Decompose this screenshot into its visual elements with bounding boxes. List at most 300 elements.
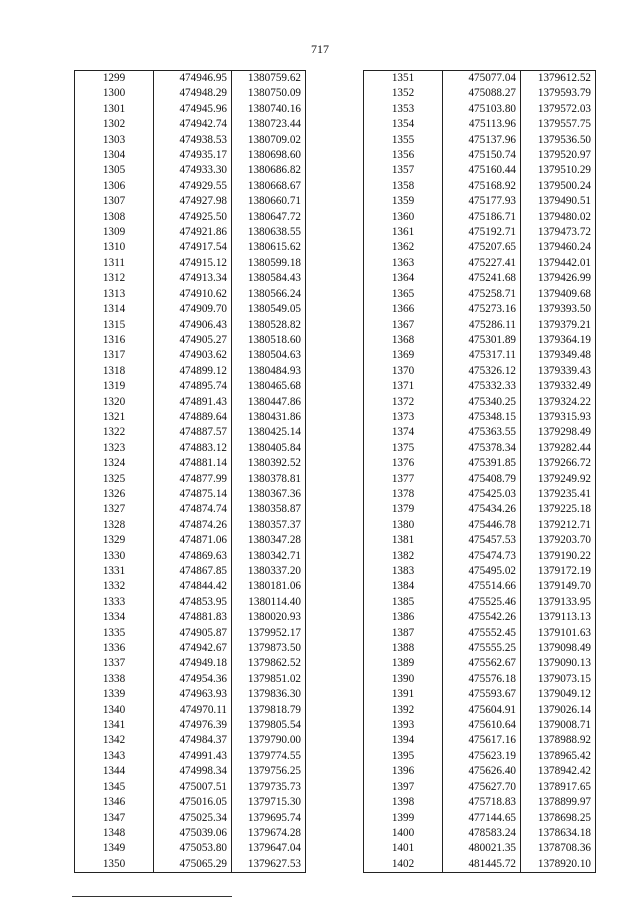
y-coordinate-cell: 1379073.15	[521, 672, 596, 687]
x-coordinate-cell: 474889.64	[154, 410, 232, 425]
point-number-cell: 1303	[75, 133, 154, 148]
table-row	[364, 456, 596, 471]
y-coordinate-cell: 1379249.92	[521, 472, 596, 487]
y-coordinate-cell: 1378988.92	[521, 733, 596, 748]
point-number-cell: 1322	[75, 425, 154, 440]
y-coordinate-cell: 1380367.36	[232, 487, 306, 502]
y-coordinate-cell: 1380431.86	[232, 410, 306, 425]
y-coordinate-cell: 1380357.37	[232, 518, 306, 533]
x-coordinate-cell: 475718.83	[443, 795, 521, 810]
x-coordinate-cell: 475065.29	[154, 857, 232, 873]
x-coordinate-cell: 474970.11	[154, 703, 232, 718]
y-coordinate-cell: 1379612.52	[521, 71, 596, 87]
table-row	[75, 210, 306, 225]
point-number-cell: 1370	[364, 364, 443, 379]
x-coordinate-cell: 475186.71	[443, 210, 521, 225]
y-coordinate-cell: 1379952.17	[232, 626, 306, 641]
point-number-cell: 1336	[75, 641, 154, 656]
y-coordinate-cell: 1379364.19	[521, 333, 596, 348]
point-number-cell: 1375	[364, 441, 443, 456]
y-coordinate-cell: 1379520.97	[521, 148, 596, 163]
point-number-cell: 1368	[364, 333, 443, 348]
x-coordinate-cell: 475425.03	[443, 487, 521, 502]
table-row	[364, 687, 596, 702]
table-row	[75, 318, 306, 333]
x-coordinate-cell: 475332.33	[443, 379, 521, 394]
point-number-cell: 1355	[364, 133, 443, 148]
point-number-cell: 1354	[364, 117, 443, 132]
y-coordinate-cell: 1380447.86	[232, 395, 306, 410]
table-row	[75, 687, 306, 702]
y-coordinate-cell: 1379098.49	[521, 641, 596, 656]
x-coordinate-cell: 474910.62	[154, 287, 232, 302]
point-number-cell: 1402	[364, 857, 443, 873]
x-coordinate-cell: 475160.44	[443, 163, 521, 178]
x-coordinate-cell: 474945.96	[154, 102, 232, 117]
x-coordinate-cell: 475340.25	[443, 395, 521, 410]
x-coordinate-cell: 474942.67	[154, 641, 232, 656]
y-coordinate-cell: 1380698.60	[232, 148, 306, 163]
x-coordinate-cell: 475077.04	[443, 71, 521, 87]
table-row	[75, 564, 306, 579]
point-number-cell: 1397	[364, 780, 443, 795]
x-coordinate-cell: 475016.05	[154, 795, 232, 810]
table-row	[75, 86, 306, 101]
point-number-cell: 1381	[364, 533, 443, 548]
table-row	[364, 410, 596, 425]
x-coordinate-cell: 474938.53	[154, 133, 232, 148]
y-coordinate-cell: 1380584.43	[232, 271, 306, 286]
point-number-cell: 1345	[75, 780, 154, 795]
x-coordinate-cell: 475241.68	[443, 271, 521, 286]
table-row	[364, 641, 596, 656]
x-coordinate-cell: 474933.30	[154, 163, 232, 178]
x-coordinate-cell: 475273.16	[443, 302, 521, 317]
table-row	[364, 610, 596, 625]
y-coordinate-cell: 1379332.49	[521, 379, 596, 394]
x-coordinate-cell: 474917.54	[154, 240, 232, 255]
table-row	[75, 487, 306, 502]
y-coordinate-cell: 1379873.50	[232, 641, 306, 656]
table-row	[364, 271, 596, 286]
x-coordinate-cell: 475317.11	[443, 348, 521, 363]
table-row	[75, 364, 306, 379]
y-coordinate-cell: 1379818.79	[232, 703, 306, 718]
x-coordinate-cell: 475391.85	[443, 456, 521, 471]
table-row	[75, 672, 306, 687]
coordinates-table-left	[74, 70, 306, 873]
table-row	[75, 518, 306, 533]
table-row	[364, 333, 596, 348]
x-coordinate-cell: 475286.11	[443, 318, 521, 333]
point-number-cell: 1343	[75, 749, 154, 764]
x-coordinate-cell: 475363.55	[443, 425, 521, 440]
point-number-cell: 1387	[364, 626, 443, 641]
point-number-cell: 1400	[364, 826, 443, 841]
point-number-cell: 1301	[75, 102, 154, 117]
table-row	[75, 287, 306, 302]
table-row	[75, 179, 306, 194]
x-coordinate-cell: 474913.34	[154, 271, 232, 286]
table-row	[364, 857, 596, 873]
y-coordinate-cell: 1380686.82	[232, 163, 306, 178]
table-row	[75, 472, 306, 487]
point-number-cell: 1325	[75, 472, 154, 487]
y-coordinate-cell: 1380723.44	[232, 117, 306, 132]
y-coordinate-cell: 1379349.48	[521, 348, 596, 363]
y-coordinate-cell: 1378920.10	[521, 857, 596, 873]
x-coordinate-cell: 474903.62	[154, 348, 232, 363]
y-coordinate-cell: 1380504.63	[232, 348, 306, 363]
y-coordinate-cell: 1380114.40	[232, 595, 306, 610]
x-coordinate-cell: 475007.51	[154, 780, 232, 795]
x-coordinate-cell: 474891.43	[154, 395, 232, 410]
point-number-cell: 1361	[364, 225, 443, 240]
x-coordinate-cell: 475348.15	[443, 410, 521, 425]
point-number-cell: 1329	[75, 533, 154, 548]
point-number-cell: 1320	[75, 395, 154, 410]
point-number-cell: 1307	[75, 194, 154, 209]
y-coordinate-cell: 1379149.70	[521, 579, 596, 594]
point-number-cell: 1364	[364, 271, 443, 286]
table-row	[364, 579, 596, 594]
point-number-cell: 1332	[75, 579, 154, 594]
x-coordinate-cell: 475039.06	[154, 826, 232, 841]
y-coordinate-cell: 1380566.24	[232, 287, 306, 302]
table-row	[75, 733, 306, 748]
point-number-cell: 1389	[364, 656, 443, 671]
y-coordinate-cell: 1379647.04	[232, 841, 306, 856]
point-number-cell: 1380	[364, 518, 443, 533]
y-coordinate-cell: 1379593.79	[521, 86, 596, 101]
table-row	[364, 811, 596, 826]
y-coordinate-cell: 1380759.62	[232, 71, 306, 87]
x-coordinate-cell: 474998.34	[154, 764, 232, 779]
point-number-cell: 1312	[75, 271, 154, 286]
table-row	[75, 240, 306, 255]
y-coordinate-cell: 1379572.03	[521, 102, 596, 117]
table-row	[75, 333, 306, 348]
y-coordinate-cell: 1379695.74	[232, 811, 306, 826]
table-row	[75, 117, 306, 132]
point-number-cell: 1384	[364, 579, 443, 594]
point-number-cell: 1314	[75, 302, 154, 317]
table-row	[364, 533, 596, 548]
point-number-cell: 1367	[364, 318, 443, 333]
y-coordinate-cell: 1380347.28	[232, 533, 306, 548]
y-coordinate-cell: 1379774.55	[232, 749, 306, 764]
table-row	[364, 256, 596, 271]
table-row	[75, 641, 306, 656]
table-row	[364, 795, 596, 810]
table-row	[364, 502, 596, 517]
point-number-cell: 1357	[364, 163, 443, 178]
point-number-cell: 1352	[364, 86, 443, 101]
y-coordinate-cell: 1380337.20	[232, 564, 306, 579]
table-row	[75, 749, 306, 764]
y-coordinate-cell: 1380181.06	[232, 579, 306, 594]
table-row	[364, 379, 596, 394]
table-row	[75, 841, 306, 856]
table-row	[75, 71, 306, 87]
y-coordinate-cell: 1379172.19	[521, 564, 596, 579]
point-number-cell: 1342	[75, 733, 154, 748]
y-coordinate-cell: 1379190.22	[521, 549, 596, 564]
table-row	[75, 348, 306, 363]
point-number-cell: 1369	[364, 348, 443, 363]
table-row	[364, 117, 596, 132]
x-coordinate-cell: 475177.93	[443, 194, 521, 209]
y-coordinate-cell: 1380615.62	[232, 240, 306, 255]
x-coordinate-cell: 474906.43	[154, 318, 232, 333]
x-coordinate-cell: 474895.74	[154, 379, 232, 394]
table-row	[364, 672, 596, 687]
point-number-cell: 1327	[75, 502, 154, 517]
y-coordinate-cell: 1379756.25	[232, 764, 306, 779]
point-number-cell: 1311	[75, 256, 154, 271]
table-row	[364, 549, 596, 564]
table-row	[75, 703, 306, 718]
point-number-cell: 1347	[75, 811, 154, 826]
x-coordinate-cell: 474881.14	[154, 456, 232, 471]
point-number-cell: 1341	[75, 718, 154, 733]
x-coordinate-cell: 475542.26	[443, 610, 521, 625]
point-number-cell: 1392	[364, 703, 443, 718]
point-number-cell: 1333	[75, 595, 154, 610]
table-row	[364, 841, 596, 856]
y-coordinate-cell: 1379225.18	[521, 502, 596, 517]
point-number-cell: 1330	[75, 549, 154, 564]
table-row	[364, 302, 596, 317]
x-coordinate-cell: 475446.78	[443, 518, 521, 533]
y-coordinate-cell: 1380342.71	[232, 549, 306, 564]
x-coordinate-cell: 478583.24	[443, 826, 521, 841]
y-coordinate-cell: 1379862.52	[232, 656, 306, 671]
point-number-cell: 1360	[364, 210, 443, 225]
table-row	[364, 487, 596, 502]
y-coordinate-cell: 1380750.09	[232, 86, 306, 101]
x-coordinate-cell: 474935.17	[154, 148, 232, 163]
point-number-cell: 1321	[75, 410, 154, 425]
y-coordinate-cell: 1380660.71	[232, 194, 306, 209]
table-row	[364, 656, 596, 671]
table-row	[364, 733, 596, 748]
y-coordinate-cell: 1380518.60	[232, 333, 306, 348]
point-number-cell: 1310	[75, 240, 154, 255]
y-coordinate-cell: 1379212.71	[521, 518, 596, 533]
table-row	[75, 718, 306, 733]
table-row	[364, 826, 596, 841]
y-coordinate-cell: 1379500.24	[521, 179, 596, 194]
y-coordinate-cell: 1380668.67	[232, 179, 306, 194]
x-coordinate-cell: 475610.64	[443, 718, 521, 733]
x-coordinate-cell: 475025.34	[154, 811, 232, 826]
table-row	[364, 348, 596, 363]
x-coordinate-cell: 475326.12	[443, 364, 521, 379]
table-row	[75, 425, 306, 440]
table-row	[364, 626, 596, 641]
x-coordinate-cell: 475113.96	[443, 117, 521, 132]
y-coordinate-cell: 1379735.73	[232, 780, 306, 795]
table-row	[75, 302, 306, 317]
page-number: 717	[311, 42, 329, 56]
point-number-cell: 1371	[364, 379, 443, 394]
y-coordinate-cell: 1379324.22	[521, 395, 596, 410]
y-coordinate-cell: 1379026.14	[521, 703, 596, 718]
x-coordinate-cell: 481445.72	[443, 857, 521, 873]
footnote-rule	[72, 896, 232, 897]
y-coordinate-cell: 1379282.44	[521, 441, 596, 456]
y-coordinate-cell: 1379113.13	[521, 610, 596, 625]
x-coordinate-cell: 475617.16	[443, 733, 521, 748]
y-coordinate-cell: 1380405.84	[232, 441, 306, 456]
table-row	[364, 518, 596, 533]
point-number-cell: 1337	[75, 656, 154, 671]
table-row	[75, 225, 306, 240]
x-coordinate-cell: 475626.40	[443, 764, 521, 779]
x-coordinate-cell: 475258.71	[443, 287, 521, 302]
table-row	[75, 148, 306, 163]
x-coordinate-cell: 474927.98	[154, 194, 232, 209]
table-row	[364, 472, 596, 487]
x-coordinate-cell: 474949.18	[154, 656, 232, 671]
point-number-cell: 1315	[75, 318, 154, 333]
table-row	[364, 179, 596, 194]
x-coordinate-cell: 474881.83	[154, 610, 232, 625]
y-coordinate-cell: 1379235.41	[521, 487, 596, 502]
point-number-cell: 1396	[364, 764, 443, 779]
table-row	[364, 364, 596, 379]
x-coordinate-cell: 474929.55	[154, 179, 232, 194]
y-coordinate-cell: 1379426.99	[521, 271, 596, 286]
y-coordinate-cell: 1379473.72	[521, 225, 596, 240]
x-coordinate-cell: 475474.73	[443, 549, 521, 564]
point-number-cell: 1399	[364, 811, 443, 826]
x-coordinate-cell: 474948.29	[154, 86, 232, 101]
x-coordinate-cell: 475207.65	[443, 240, 521, 255]
y-coordinate-cell: 1378917.65	[521, 780, 596, 795]
table-row	[75, 826, 306, 841]
y-coordinate-cell: 1379008.71	[521, 718, 596, 733]
table-row	[364, 718, 596, 733]
y-coordinate-cell: 1378634.18	[521, 826, 596, 841]
y-coordinate-cell: 1380709.02	[232, 133, 306, 148]
y-coordinate-cell: 1379836.30	[232, 687, 306, 702]
point-number-cell: 1346	[75, 795, 154, 810]
table-row	[75, 502, 306, 517]
x-coordinate-cell: 475103.80	[443, 102, 521, 117]
point-number-cell: 1377	[364, 472, 443, 487]
point-number-cell: 1393	[364, 718, 443, 733]
y-coordinate-cell: 1379490.51	[521, 194, 596, 209]
x-coordinate-cell: 474905.87	[154, 626, 232, 641]
x-coordinate-cell: 474883.12	[154, 441, 232, 456]
x-coordinate-cell: 474875.14	[154, 487, 232, 502]
point-number-cell: 1401	[364, 841, 443, 856]
x-coordinate-cell: 474905.27	[154, 333, 232, 348]
table-row	[364, 780, 596, 795]
point-number-cell: 1309	[75, 225, 154, 240]
table-row	[364, 564, 596, 579]
point-number-cell: 1348	[75, 826, 154, 841]
table-row	[364, 148, 596, 163]
x-coordinate-cell: 474915.12	[154, 256, 232, 271]
point-number-cell: 1313	[75, 287, 154, 302]
point-number-cell: 1344	[75, 764, 154, 779]
y-coordinate-cell: 1380392.52	[232, 456, 306, 471]
table-row	[364, 240, 596, 255]
y-coordinate-cell: 1380484.93	[232, 364, 306, 379]
point-number-cell: 1334	[75, 610, 154, 625]
y-coordinate-cell: 1380358.87	[232, 502, 306, 517]
table-row	[364, 703, 596, 718]
y-coordinate-cell: 1378965.42	[521, 749, 596, 764]
y-coordinate-cell: 1379090.13	[521, 656, 596, 671]
table-row	[75, 579, 306, 594]
x-coordinate-cell: 475088.27	[443, 86, 521, 101]
coordinates-table-right	[363, 70, 596, 873]
y-coordinate-cell: 1378708.36	[521, 841, 596, 856]
y-coordinate-cell: 1379203.70	[521, 533, 596, 548]
point-number-cell: 1326	[75, 487, 154, 502]
point-number-cell: 1366	[364, 302, 443, 317]
y-coordinate-cell: 1379442.01	[521, 256, 596, 271]
table-row	[364, 395, 596, 410]
x-coordinate-cell: 474942.74	[154, 117, 232, 132]
point-number-cell: 1390	[364, 672, 443, 687]
table-row	[75, 256, 306, 271]
y-coordinate-cell: 1380378.81	[232, 472, 306, 487]
table-row	[364, 71, 596, 87]
x-coordinate-cell: 474909.70	[154, 302, 232, 317]
x-coordinate-cell: 475301.89	[443, 333, 521, 348]
x-coordinate-cell: 474963.93	[154, 687, 232, 702]
x-coordinate-cell: 480021.35	[443, 841, 521, 856]
x-coordinate-cell: 475555.25	[443, 641, 521, 656]
point-number-cell: 1394	[364, 733, 443, 748]
table-row	[75, 395, 306, 410]
x-coordinate-cell: 474844.42	[154, 579, 232, 594]
point-number-cell: 1331	[75, 564, 154, 579]
x-coordinate-cell: 475495.02	[443, 564, 521, 579]
point-number-cell: 1385	[364, 595, 443, 610]
point-number-cell: 1391	[364, 687, 443, 702]
table-row	[364, 210, 596, 225]
x-coordinate-cell: 475562.67	[443, 656, 521, 671]
y-coordinate-cell: 1379339.43	[521, 364, 596, 379]
x-coordinate-cell: 474991.43	[154, 749, 232, 764]
table-row	[364, 749, 596, 764]
point-number-cell: 1349	[75, 841, 154, 856]
point-number-cell: 1351	[364, 71, 443, 87]
table-row	[75, 764, 306, 779]
point-number-cell: 1299	[75, 71, 154, 87]
y-coordinate-cell: 1379266.72	[521, 456, 596, 471]
x-coordinate-cell: 474869.63	[154, 549, 232, 564]
x-coordinate-cell: 475623.19	[443, 749, 521, 764]
table-row	[75, 626, 306, 641]
point-number-cell: 1317	[75, 348, 154, 363]
x-coordinate-cell: 474899.12	[154, 364, 232, 379]
x-coordinate-cell: 475227.41	[443, 256, 521, 271]
x-coordinate-cell: 474984.37	[154, 733, 232, 748]
table-row	[75, 549, 306, 564]
point-number-cell: 1379	[364, 502, 443, 517]
table-row	[364, 194, 596, 209]
point-number-cell: 1356	[364, 148, 443, 163]
x-coordinate-cell: 474976.39	[154, 718, 232, 733]
point-number-cell: 1353	[364, 102, 443, 117]
